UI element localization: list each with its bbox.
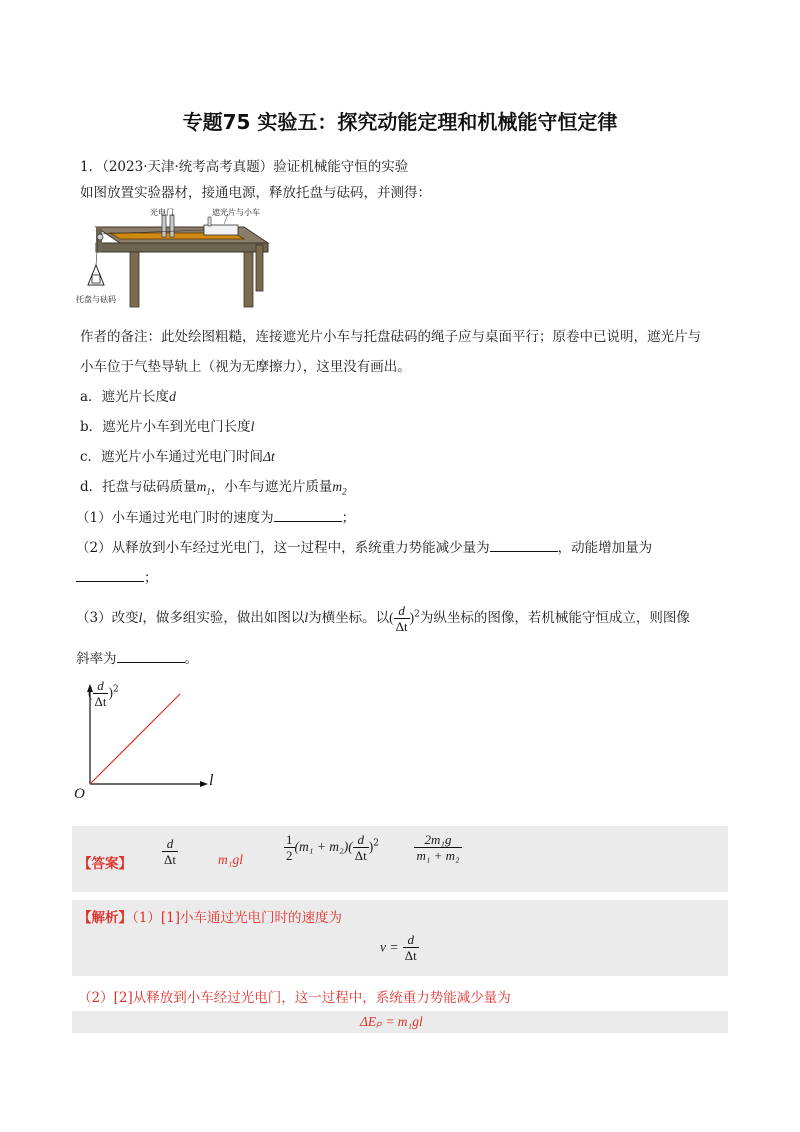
author-note-line2: 小车位于气垫导轨上（视为无摩擦力），这里没有画出。 xyxy=(80,359,411,375)
analysis-line1: 【解析】（1）[1]小车通过光电门时的速度为 xyxy=(78,910,342,926)
question-head: 1．（2023·天津·统考高考真题）验证机械能守恒的实验 xyxy=(80,159,409,175)
answer-blank xyxy=(117,648,185,663)
item-d: d．托盘与砝码质量$m_1$，小车与遮光片质量$m_2$ xyxy=(80,479,347,497)
analysis-eq1: v = $\frac{d}{\Delta t}$ xyxy=(380,932,417,963)
item-c: c．遮光片小车通过光电门时间Δt xyxy=(80,449,275,465)
answer-4: $\frac{\text{2m₁g}}{\text{m₁ + m₂}}$ xyxy=(414,832,462,863)
subquestion-3: （3）改变l，做多组实验，做出如图以l为横坐标。以( $\frac{d}{\Delta t}$ )$^2$为纵坐标的图像，若机械能守恒成立，则图像 xyxy=(76,603,690,634)
answer-2: m₁gl xyxy=(218,852,243,867)
graph-y-label: ( $\frac{d}{\Delta t}$ )$^2$ xyxy=(88,678,119,709)
subquestion-3-cont: 斜率为 。 xyxy=(76,648,198,669)
subquestion-2: （2）从释放到小车经过光电门，这一过程中，系统重力势能减少量为 ，动能增加量为 xyxy=(76,537,652,558)
figure-label-weight: 托盘与砝码 xyxy=(76,295,116,304)
question-intro: 如图放置实验器材，接通电源，释放托盘与砝码，并测得： xyxy=(80,185,431,201)
answer-1: $\frac{d}{\Delta t}$ xyxy=(164,836,176,867)
answer-blank xyxy=(274,507,342,522)
graph-origin: O xyxy=(74,786,85,802)
answer-label: 【答案】 xyxy=(78,856,132,872)
analysis-line2: （2）[2]从释放到小车经过光电门，这一过程中，系统重力势能减少量为 xyxy=(78,990,511,1006)
analysis-eq2: ΔEₚ = m₁gl xyxy=(360,1014,423,1029)
answer-blank xyxy=(490,537,558,552)
subquestion-2-cont: ； xyxy=(76,567,158,588)
figure-label-cart: 遮光片与小车 xyxy=(212,208,260,217)
answer-3: $\frac{1}{2}$ (m₁ + m₂)( $\frac{d}{\Delta t}$ )$^2$ xyxy=(286,832,379,863)
item-a: a．遮光片长度d xyxy=(80,389,176,405)
item-b: b．遮光片小车到光电门长度l xyxy=(80,419,255,435)
graph-x-label: l xyxy=(209,772,214,789)
page-title: 专题75 实验五：探究动能定理和机械能守恒定律 xyxy=(182,110,618,134)
answer-blank xyxy=(76,567,144,582)
figure-label-photogate: 光电门 xyxy=(150,208,174,217)
author-note-line1: 作者的备注：此处绘图粗糙，连接遮光片小车与托盘砝码的绳子应与桌面平行；原卷中已说明，遮光片与 xyxy=(80,329,701,345)
subquestion-1: （1）小车通过光电门时的速度为 ； xyxy=(76,507,355,528)
